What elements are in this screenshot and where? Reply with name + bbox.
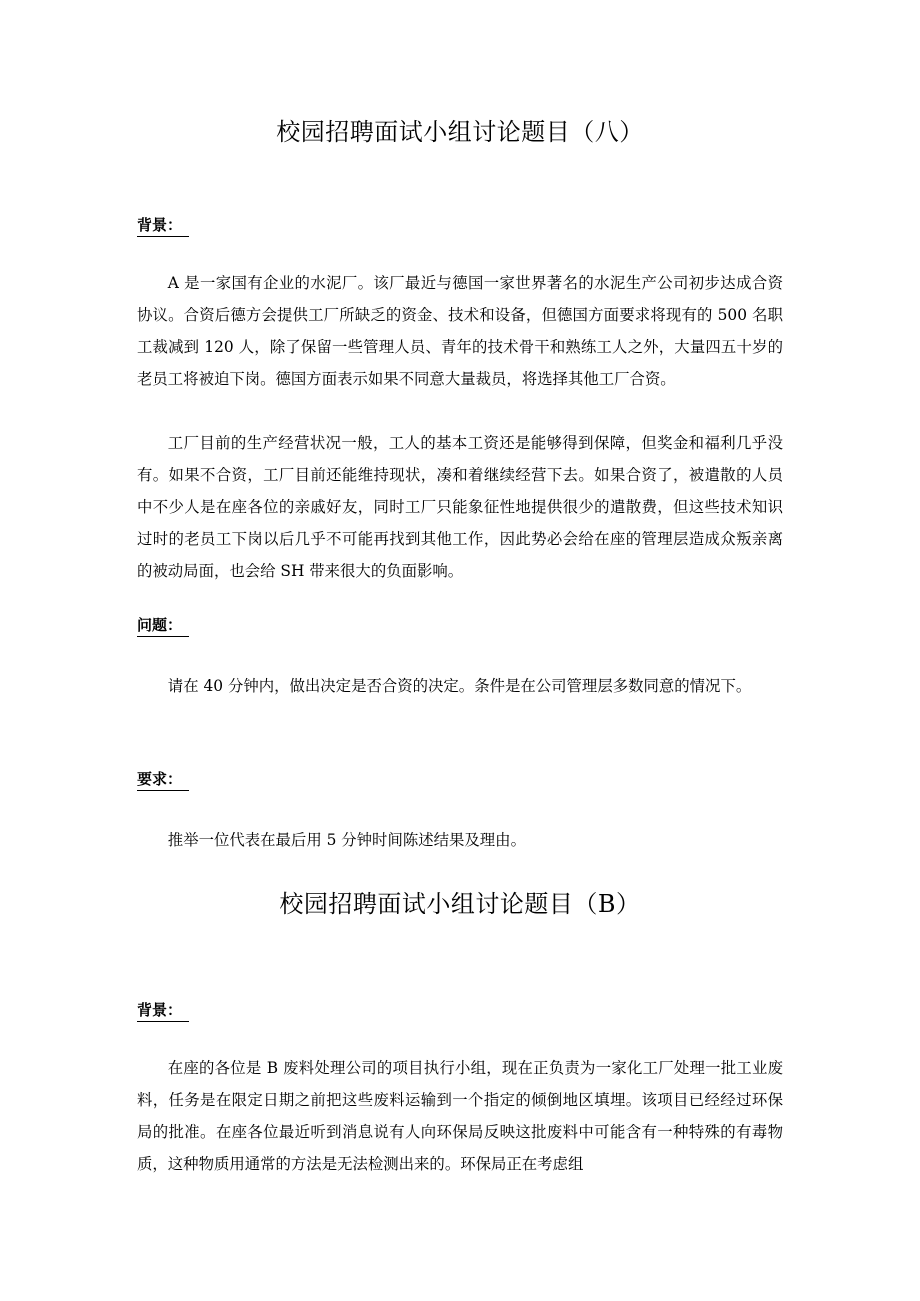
section-b-background-paragraph-1: 在座的各位是 B 废料处理公司的项目执行小组，现在正负责为一家化工厂处理一批工业废料，任务是在限定日期之前把这些废料运输到一个指定的倾倒地区填埋。该项目已经经过环保局的批准。在座各位最近听到消息说有人向环保局反映这批废料中可能含有一种特殊的有毒物质，这种物质用通常的方法是无法检测出来的。环保局正在考虑组 — [137, 1059, 783, 1173]
section-a-background-paragraph-2: 工厂目前的生产经营状况一般，工人的基本工资还是能够得到保障，但奖金和福利几乎没有。如果不合资，工厂目前还能维持现状，凑和着继续经营下去。如果合资了，被遣散的人员中不少人是在座各位的亲戚好友，同时工厂只能象征性地提供很少的遣散费，但这些技术知识过时的老员工下岗以后几乎不可能再找到其他工作，因此势必会给在座的管理层造成众叛亲离的被动局面，也会给 SH 带来很大的负面影响。 — [137, 434, 783, 580]
section-a-background-heading: 背景： — [137, 215, 189, 237]
section-b-title: 校园招聘面试小组讨论题目（B） — [279, 890, 641, 918]
section-a-question-heading: 问题： — [137, 615, 189, 637]
section-b-background-heading: 背景： — [137, 1000, 189, 1022]
section-a-title: 校园招聘面试小组讨论题目（八） — [276, 118, 644, 146]
section-a-requirement-text: 推举一位代表在最后用 5 分钟时间陈述结果及理由。 — [167, 831, 526, 849]
section-a-question-text: 请在 40 分钟内，做出决定是否合资的决定。条件是在公司管理层多数同意的情况下。 — [167, 677, 752, 695]
section-a-background-paragraph-1: A 是一家国有企业的水泥厂。该厂最近与德国一家世界著名的水泥生产公司初步达成合资协议。合资后德方会提供工厂所缺乏的资金、技术和设备，但德国方面要求将现有的 500 名职工裁减到 120 人，除了保留一些管理人员、青年的技术骨干和熟练工人之外，大量四五十岁的老员工将被迫下岗。德国方面表示如果不同意大量裁员，将选择其他工厂合资。 — [137, 274, 783, 388]
section-a-requirement-heading: 要求： — [137, 769, 189, 791]
